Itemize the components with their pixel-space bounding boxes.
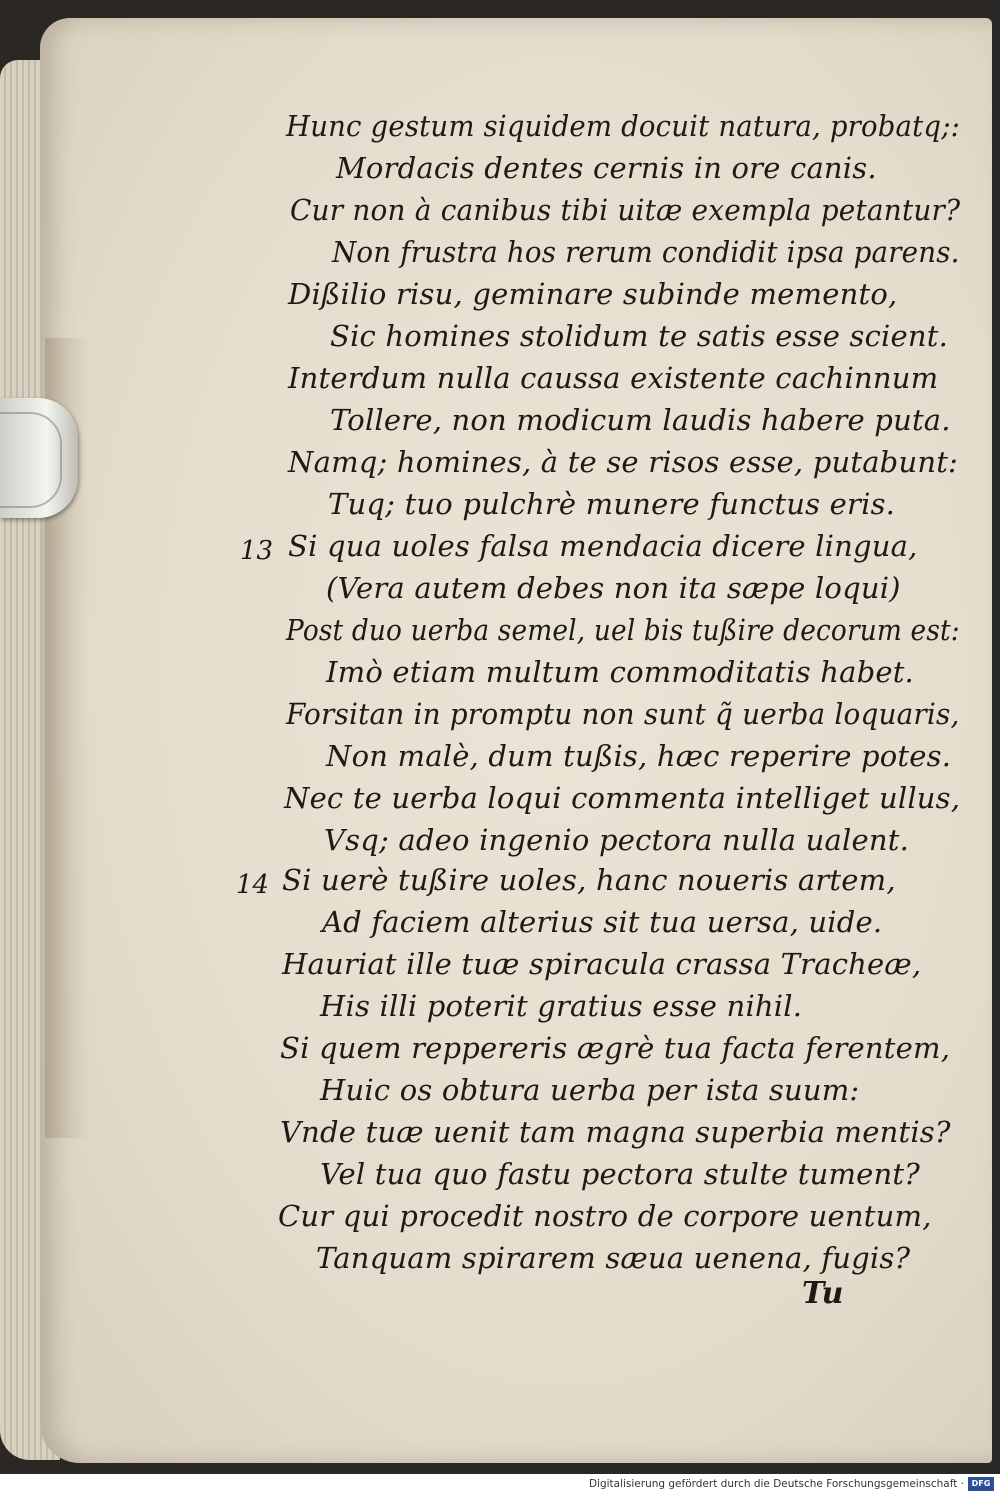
dfg-logo: DFG xyxy=(968,1477,994,1491)
verse-line: (Vera autem debes non ita sæpe loqui) xyxy=(326,571,901,605)
verse-line: His illi poterit gratius esse nihil. xyxy=(320,989,803,1023)
verse-line: Post duo uerba semel, uel bis tußire decorum est: xyxy=(286,613,960,647)
verse-line: Non frustra hos rerum condidit ipsa parens. xyxy=(332,235,960,269)
verse-line: Vsq; adeo ingenio pectora nulla ualent. xyxy=(324,823,909,857)
verse-line: Sic homines stolidum te satis esse scient. xyxy=(330,319,949,353)
verse-line: Imò etiam multum commoditatis habet. xyxy=(326,655,914,689)
verse-line: Interdum nulla caussa existente cachinnum xyxy=(288,361,939,395)
verse-line: Vnde tuæ uenit tam magna superbia mentis? xyxy=(280,1115,951,1149)
verse-line: Hauriat ille tuæ spiracula crassa Tracheæ, xyxy=(282,947,922,981)
verse-line: Ad faciem alterius sit tua uersa, uide. xyxy=(322,905,883,939)
verse-line: Hunc gestum siquidem docuit natura, probatq;: xyxy=(286,109,961,143)
verse-line: Namq; homines, à te se risos esse, putabunt: xyxy=(288,445,959,479)
verse-line: Huic os obtura uerba per ista suum: xyxy=(320,1073,860,1107)
verse-line: Non malè, dum tußis, hæc reperire potes. xyxy=(326,739,952,773)
verse-line: Vel tua quo fastu pectora stulte tument? xyxy=(320,1157,920,1191)
verse-line: Si quem reppereris ægrè tua facta ferentem, xyxy=(280,1031,951,1065)
section-number: 13 xyxy=(240,536,274,566)
verse-line: Tanquam spirarem sæua uenena, fugis? xyxy=(316,1241,911,1275)
funding-credit: Digitalisierung gefördert durch die Deutsche Forschungsgemeinschaft · xyxy=(588,1478,964,1490)
verse-line: Si qua uoles falsa mendacia dicere lingua, xyxy=(288,529,918,563)
verse-line: Dißilio risu, geminare subinde memento, xyxy=(288,277,898,311)
verse-line: Mordacis dentes cernis in ore canis. xyxy=(336,151,877,185)
verse-line: Cur qui procedit nostro de corpore uentum, xyxy=(278,1199,932,1233)
verse-line: Forsitan in promptu non sunt q̃ uerba loquaris, xyxy=(286,697,960,731)
verse-line: Si uerè tußire uoles, hanc noueris artem, xyxy=(282,863,896,897)
verse-line: Tollere, non modicum laudis habere puta. xyxy=(330,403,951,437)
catchword: Tu xyxy=(802,1276,844,1311)
section-number: 14 xyxy=(236,870,270,900)
verse-line: Tuq; tuo pulchrè munere functus eris. xyxy=(328,487,896,521)
verse-line: Nec te uerba loqui commenta intelliget ullus, xyxy=(284,781,961,815)
verse-line: Cur non à canibus tibi uitæ exempla petantur? xyxy=(290,193,961,227)
